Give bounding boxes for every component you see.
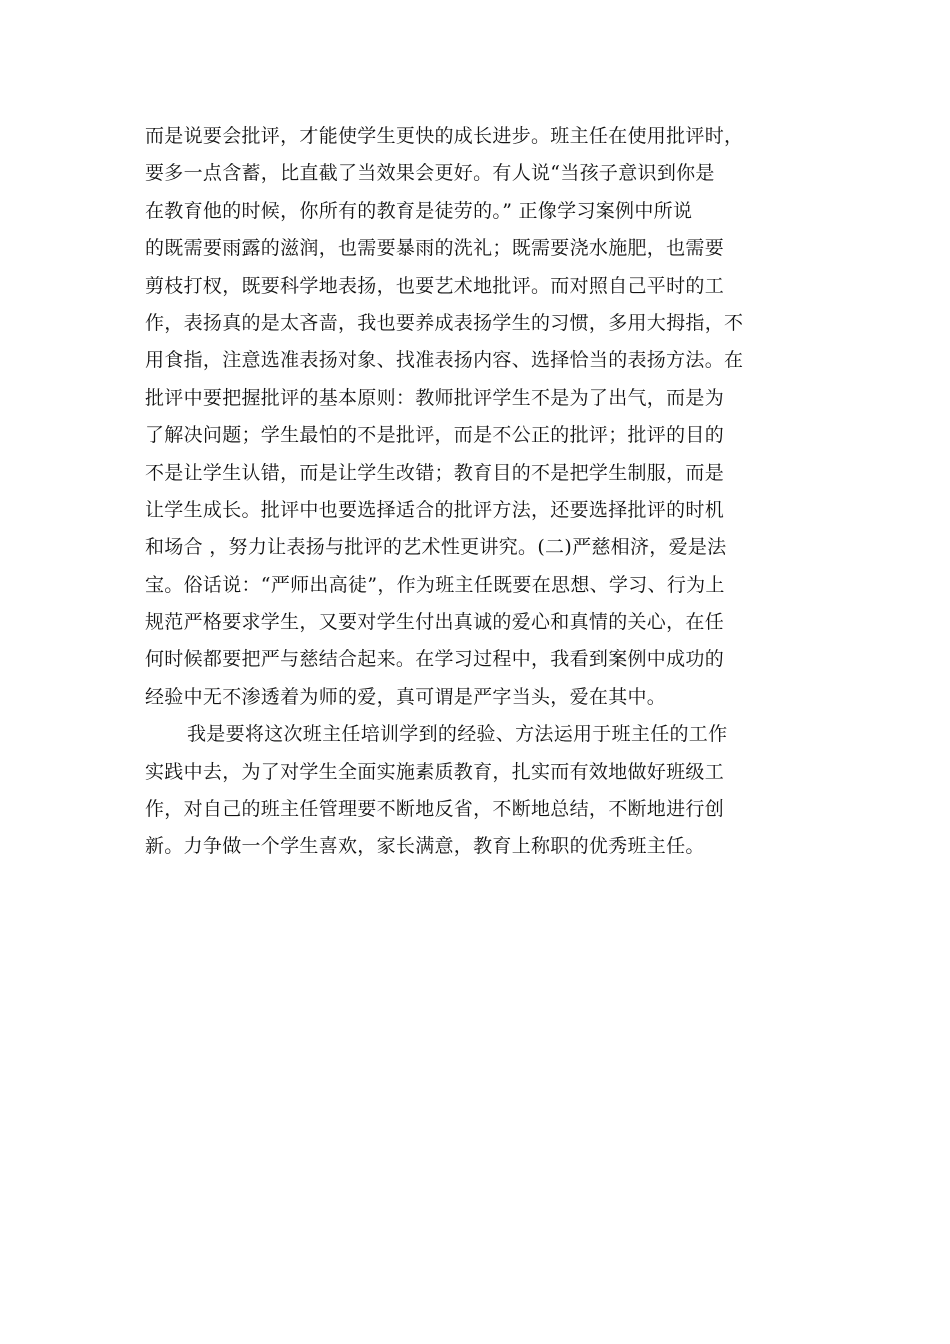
text-line: 经验中无不渗透着为师的爱，真可谓是严字当头，爱在其中。: [145, 685, 667, 708]
text-line: 何时候都要把严与慈结合起来。在学习过程中，我看到案例中成功的: [145, 648, 725, 671]
text-line: 在教育他的时候，你所有的教育是徒劳的。” 正像学习案例中所说: [145, 199, 693, 222]
text-line: 让学生成长。批评中也要选择适合的批评方法，还要选择批评的时机: [145, 498, 725, 521]
text-line: 规范严格要求学生，又要对学生付出真诚的爱心和真情的关心，在任: [145, 611, 725, 634]
text-line: 而是说要会批评，才能使学生更快的成长进步。班主任在使用批评时，: [145, 125, 744, 147]
paragraph-start-line: 我是要将这次班主任培训学到的经验、方法运用于班主任的工作: [187, 723, 728, 746]
text-line: 作，对自己的班主任管理要不断地反省，不断地总结，不断地进行创: [145, 798, 725, 821]
text-line: 了解决问题；学生最怕的不是批评，而是不公正的批评；批评的目的: [145, 424, 725, 447]
text-line: 作，表扬真的是太吝啬，我也要养成表扬学生的习惯，多用大拇指，不: [145, 311, 744, 334]
text-line: 和场合 ，努力让表扬与批评的艺术性更讲究。(二)严慈相济，爱是法: [145, 536, 727, 559]
text-line: 剪枝打杈，既要科学地表扬，也要艺术地批评。而对照自己平时的工: [145, 274, 725, 297]
body-text: [145, 118, 810, 866]
text-line: 宝。俗话说：“严师出高徒”，作为班主任既要在思想、学习、行为上: [145, 573, 725, 596]
text-line: 批评中要把握批评的基本原则：教师批评学生不是为了出气，而是为: [145, 386, 725, 409]
text-line: 新。力争做一个学生喜欢，家长满意，教育上称职的优秀班主任。: [145, 835, 705, 858]
text-line: 的既需要雨露的滋润，也需要暴雨的洗礼；既需要浇水施肥，也需要: [145, 237, 725, 260]
text-line: 要多一点含蓄，比直截了当效果会更好。有人说“当孩子意识到你是: [145, 162, 715, 185]
text-line: 实践中去，为了对学生全面实施素质教育，扎实而有效地做好班级工: [145, 760, 725, 783]
text-line: 用食指，注意选准表扬对象、找准表扬内容、选择恰当的表扬方法。在: [145, 349, 744, 372]
text-line: 不是让学生认错，而是让学生改错；教育目的不是把学生制服，而是: [145, 461, 725, 484]
